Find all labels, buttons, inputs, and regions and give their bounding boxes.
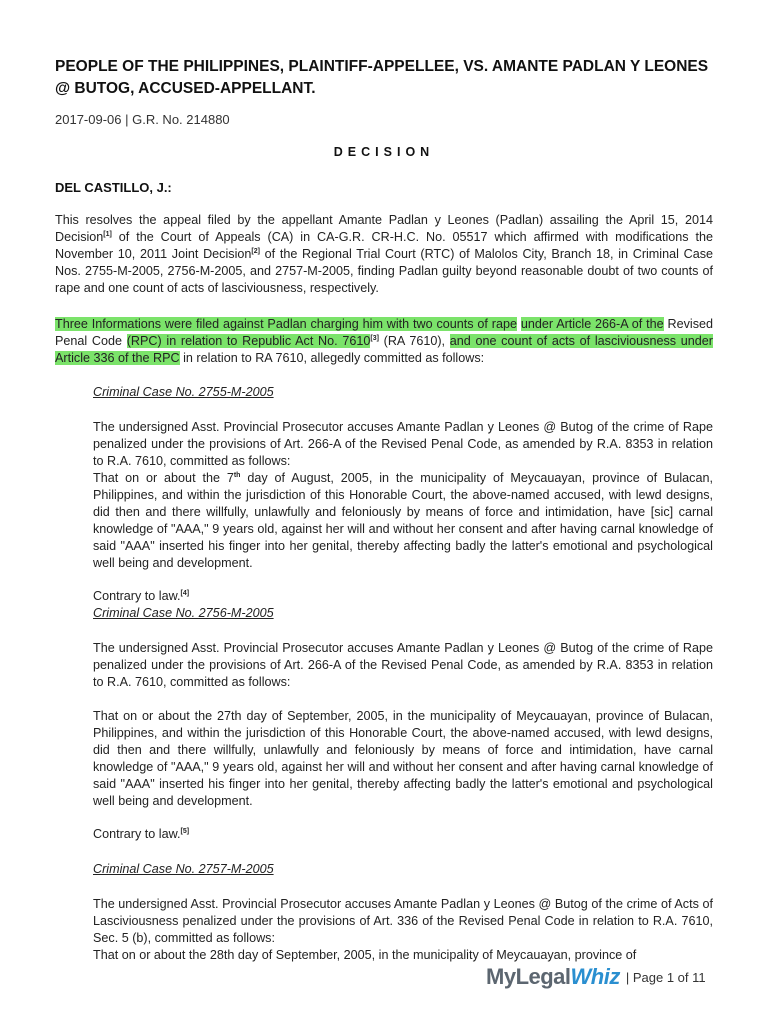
case-heading-2757: Criminal Case No. 2757-M-2005 — [93, 862, 274, 876]
logo-text: Whiz — [570, 964, 620, 989]
case1-body — [93, 470, 713, 572]
logo-text: My — [486, 964, 516, 989]
footnote-ref[interactable]: [2] — [251, 247, 260, 255]
case3-body: That on or about the 28th day of September, 2005, in the municipality of Meycauayan, province of — [93, 948, 637, 962]
mylegalwhiz-logo[interactable] — [486, 964, 620, 990]
highlighted-text: under Article 266-A of the — [520, 317, 664, 331]
text-span: of the Regional Trial Court (RTC) of Malolos City, Branch 18, in Criminal Case Nos. 2755-M-2005, 2756-M-2005, and 2757-M-2005, finding Padlan guilty beyond reasonable doubt of two counts of rape and one count of acts of lasciviousness, respectively. — [55, 247, 713, 295]
case-heading-2756: Criminal Case No. 2756-M-2005 — [93, 606, 274, 620]
text-span: That on or about the 7 — [93, 471, 234, 485]
case-title: PEOPLE OF THE PHILIPPINES, PLAINTIFF-APPELLEE, VS. AMANTE PADLAN Y LEONES @ BUTOG, ACCUSED-APPELLANT. — [55, 58, 709, 97]
footnote-ref[interactable]: [4] — [180, 589, 190, 597]
footnote-ref[interactable]: [5] — [180, 827, 190, 835]
case3-intro: The undersigned Asst. Provincial Prosecutor accuses Amante Padlan y Leones @ Butog of the crime of Acts of Lasciviousness penalized under the provisions of Art. 336 of the Revised Penal Code in relation to R.A. 7610, Sec. 5 (b), committed as follows: — [93, 897, 713, 945]
case-date-and-number: 2017-09-06 | G.R. No. 214880 — [55, 112, 230, 127]
footnote-ref[interactable]: [3] — [370, 334, 379, 342]
ponente: DEL CASTILLO, J.: — [55, 180, 172, 195]
text-span: (RA 7610), — [378, 334, 450, 348]
text-span: in relation to RA 7610, allegedly committed as follows: — [179, 351, 485, 365]
text-span: Contrary to law. — [93, 827, 181, 841]
case1-contrary — [93, 588, 713, 605]
case1-intro: The undersigned Asst. Provincial Prosecutor accuses Amante Padlan y Leones @ Butog of the crime of Rape penalized under the provisions of Art. 266-A of the Revised Penal Code, as amended by R.A. 8353 in relation to R.A. 7610, committed as follows: — [93, 420, 713, 468]
case2-body: That on or about the 27th day of September, 2005, in the municipality of Meycauayan, province of Bulacan, Philippines, and within the jurisdiction of this Honorable Court, the above-named accused, with lewd designs, did then and there willfully, unlawfully and feloniously by means of force and intimidation, have carnal knowledge of "AAA," 9 years old, against her will and without her consent and after having carnal knowledge of said "AAA" inserted his finger into her genital, thereby affecting badly the latter's emotional and psychological well being and development. — [93, 709, 713, 808]
logo-text: Legal — [515, 964, 571, 989]
case2-intro: The undersigned Asst. Provincial Prosecutor accuses Amante Padlan y Leones @ Butog of the crime of Rape penalized under the provisions of Art. 266-A of the Revised Penal Code, as amended by R.A. 8353 in relation to R.A. 7610, committed as follows: — [93, 641, 713, 689]
highlighted-text: (RPC) in relation to Republic Act No. 7610 — [126, 334, 371, 348]
page-footer — [486, 962, 706, 992]
page-number: | Page 1 of 11 — [625, 969, 706, 985]
paragraph-informations — [55, 316, 713, 367]
text-span: of the Court of Appeals (CA) in CA-G.R. CR-H.C. No. 05517 which affirmed with modifications the November 10, 2011 Joint Decision — [55, 230, 713, 261]
footnote-ref[interactable]: [1] — [103, 230, 112, 238]
paragraph-appeal — [55, 212, 713, 297]
highlighted-text: and one count of acts of lasciviousness under Article 336 of the RPC — [55, 334, 713, 365]
text-span: Contrary to law. — [93, 589, 181, 603]
case2-contrary — [93, 826, 713, 843]
text-span: Revised Penal Code — [55, 317, 714, 348]
text-span: day of August, 2005, in the municipality of Meycauayan, province of Bulacan, Philippines, and within the jurisdiction of this Honorable Court, the above-named accused, with lewd designs, did then and there willfully, unlawfully and feloniously by means of force and intimidation, have [sic] carnal knowledge of "AAA," 9 years old, against her will and without her consent and after having carnal knowledge of said "AAA" inserted his finger into her genital, thereby affecting badly the latter's emotional and psychological well being and development. — [93, 471, 713, 570]
text-span: This resolves the appeal filed by the appellant Amante Padlan y Leones (Padlan) assailing the April 15, 2014 Decision — [55, 213, 713, 244]
highlighted-text: Three Informations were filed against Padlan charging him with two counts of rape — [55, 317, 517, 331]
case-heading-2755: Criminal Case No. 2755-M-2005 — [93, 385, 274, 399]
decision-heading: DECISION — [333, 145, 435, 159]
ordinal-superscript: th — [233, 471, 241, 479]
